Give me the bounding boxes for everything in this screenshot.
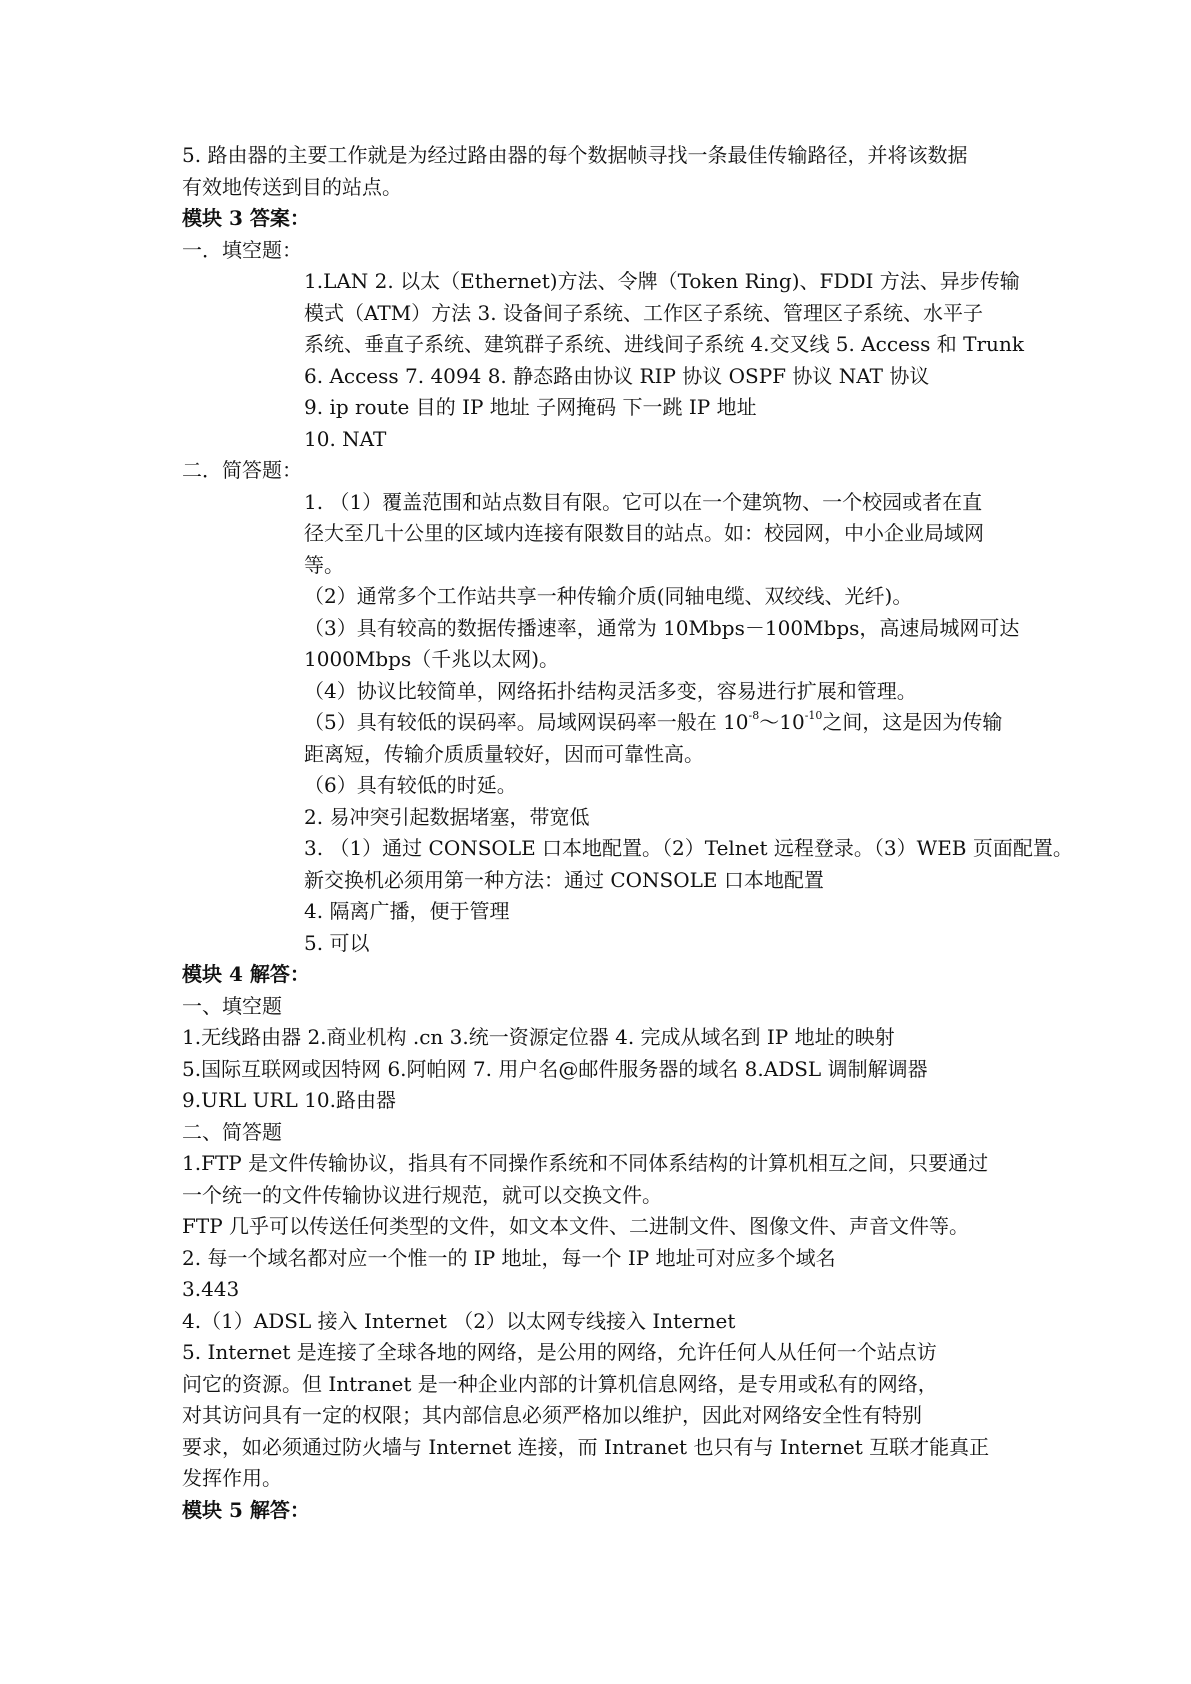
exponent: -10 [804,709,823,723]
module3-answer-line: 3. （1）通过 CONSOLE 口本地配置。（2）Telnet 远程登录。（3）WEB 页面配置。 [304,836,1073,860]
module3-answer-line [182,707,1022,739]
module4-answer-line: 对其访问具有一定的权限；其内部信息必须严格加以维护，因此对网络安全性有特别 [182,1403,922,1427]
module3-answer-line: 2. 易冲突引起数据堵塞，带宽低 [304,804,590,829]
module3-answer-line: 1. （1）覆盖范围和站点数目有限。它可以在一个建筑物、一个校园或者在直 [304,489,983,514]
module4-fill-line: 9.URL URL 10.路由器 [182,1088,396,1112]
module3-answer-line: 等。 [304,552,344,577]
exponent: -8 [748,709,760,723]
module4-short-heading: 二、简答题 [182,1119,282,1144]
module3-answer-line: 5. 可以 [304,930,370,955]
module4-answer-line: 3.443 [182,1277,240,1301]
module4-title: 模块 4 解答： [182,962,310,986]
module3-fill-line: 9. ip route 目的 IP 地址 子网掩码 下一跳 IP 地址 [304,395,757,419]
answer-text: ～10 [759,710,805,734]
module4-answer-line: FTP 几乎可以传送任何类型的文件，如文本文件、二进制文件、图像文件、声音文件等。 [182,1214,970,1238]
module3-answer-line: （4）协议比较简单，网络拓扑结构灵活多变，容易进行扩展和管理。 [304,678,917,703]
document-page [182,140,1073,1526]
module3-fill-heading: 一．填空题： [182,237,302,262]
module3-fill-line: 系统、垂直子系统、建筑群子系统、进线间子系统 4.交叉线 5. Access 和 Trunk [304,332,1024,356]
module4-answer-line: 发挥作用。 [182,1466,282,1490]
module3-answer-line: 4. 隔离广播，便于管理 [304,899,510,923]
module3-answer-line: 新交换机必须用第一种方法：通过 CONSOLE 口本地配置 [304,867,824,892]
module4-fill-heading: 一、填空题 [182,993,282,1018]
module3-title: 模块 3 答案： [182,206,310,230]
module4-fill-line: 1.无线路由器 2.商业机构 .cn 3.统一资源定位器 4. 完成从域名到 IP 地址的映射 [182,1025,895,1049]
module3-answer-line: 径大至几十公里的区域内连接有限数目的站点。如：校园网，中小企业局域网 [304,521,984,545]
module4-answer-line: 问它的资源。但 Intranet 是一种企业内部的计算机信息网络，是专用或私有的网络， [182,1371,938,1396]
module3-answer-line: 1000Mbps（千兆以太网)。 [304,647,560,671]
module3-answer-line: （3）具有较高的数据传播速率，通常为 10Mbps－100Mbps，高速局城网可达 [304,615,1020,640]
module4-answer-line: 1.FTP 是文件传输协议，指具有不同操作系统和不同体系结构的计算机相互之间，只要通过 [182,1151,989,1175]
module3-fill-line: 6. Access 7. 4094 8. 静态路由协议 RIP 协议 OSPF 协议 NAT 协议 [304,363,930,388]
module3-answer-line: （2）通常多个工作站共享一种传输介质(同轴电缆、双绞线、光纤)。 [304,584,913,608]
answer-text: （5）具有较低的误码率。局域网误码率一般在 10 [304,710,749,734]
module3-fill-line: 1.LAN 2. 以太（Ethernet)方法、令牌（Token Ring)、FDDI 方法、异步传输 [304,269,1020,293]
module3-fill-line: 10. NAT [304,426,387,451]
module4-answer-line: 2. 每一个域名都对应一个惟一的 IP 地址，每一个 IP 地址可对应多个域名 [182,1245,836,1270]
module3-fill-line: 模式（ATM）方法 3. 设备间子系统、工作区子系统、管理区子系统、水平子 [304,300,983,325]
paragraph-line: 5. 路由器的主要工作就是为经过路由器的每个数据帧寻找一条最佳传输路径，并将该数据 [182,143,968,167]
answer-text: 之间，这是因为传输 [822,710,1003,734]
module4-answer-line: 5. Internet 是连接了全球各地的网络，是公用的网络，允许任何人从任何一个站点访 [182,1340,937,1364]
module4-answer-line: 一个统一的文件传输协议进行规范，就可以交换文件。 [182,1182,662,1207]
module3-short-heading: 二．简答题： [182,458,302,482]
module3-answer-line: （6）具有较低的时延。 [304,773,517,797]
module4-fill-line: 5.国际互联网或因特网 6.阿帕网 7. 用户名@邮件服务器的域名 8.ADSL 调制解调器 [182,1056,928,1081]
module4-answer-line: 4.（1）ADSL 接入 Internet （2）以太网专线接入 Internet [182,1308,736,1333]
module5-title: 模块 5 解答： [182,1497,310,1522]
module4-answer-line: 要求，如必须通过防火墙与 Internet 连接，而 Intranet 也只有与 Internet 互联才能真正 [182,1434,990,1459]
module3-answer-line: 距离短，传输介质质量较好，因而可靠性高。 [304,741,704,766]
paragraph-line: 有效地传送到目的站点。 [182,174,402,199]
